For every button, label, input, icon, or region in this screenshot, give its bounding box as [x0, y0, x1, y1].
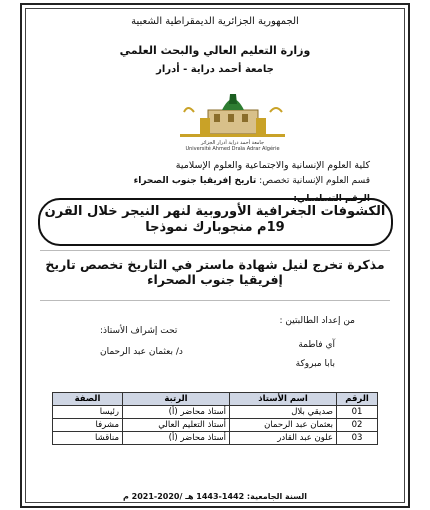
cell-rank: أستاذ التعليم العالي: [123, 419, 230, 432]
supervisor-name: د/ بعثمان عبد الرحمان: [100, 347, 183, 357]
cell-number: 02: [337, 419, 378, 432]
table-header-row: [53, 393, 378, 406]
committee-table: [52, 392, 378, 445]
cell-name: صديقي بلال: [230, 406, 337, 419]
university-logo: [170, 84, 295, 144]
department-value: تاريخ إفريقيا جنوب الصحراء: [133, 176, 257, 186]
department-line: [134, 176, 370, 186]
separator-bottom: [40, 300, 390, 301]
logo-caption-latin: Université Ahmed Draïa Adrar Algérie: [185, 146, 280, 152]
table-row: [53, 406, 378, 419]
column-header-rank: الرتبة: [123, 393, 230, 406]
cell-rank: أستاذ محاضر (أ): [123, 406, 230, 419]
supervisor-label: تحت إشراف الأستاذ:: [100, 326, 178, 336]
cell-name: بعثمان عبد الرحمان: [230, 419, 337, 432]
column-header-name: اسم الأستاذ: [230, 393, 337, 406]
cell-number: 03: [337, 432, 378, 445]
logo-caption: [170, 140, 295, 152]
cell-rank: أستاذ محاضر (أ): [123, 432, 230, 445]
academic-year: السنة الجامعية: 1442-1443 هـ /2020-2021 م: [122, 492, 308, 501]
cell-number: 01: [337, 406, 378, 419]
column-header-role: الصفة: [53, 393, 123, 406]
logo-caption-arabic: جامعة أحمد دراية أدرار الجزائر: [200, 140, 265, 146]
student-name: آي فاطمة: [298, 340, 335, 350]
separator-top: [40, 250, 390, 251]
serial-number-label: الرقم التسلسلي:: [293, 194, 370, 204]
ministry-name: وزارة التعليم العالي والبحث العلمي: [119, 44, 311, 57]
cell-role: مناقشا: [53, 432, 123, 445]
cell-role: مشرفا: [53, 419, 123, 432]
table-row: [53, 432, 378, 445]
column-header-number: الرقم: [337, 393, 378, 406]
cell-role: رئيسا: [53, 406, 123, 419]
republic-name: الجمهورية الجزائرية الديمقراطية الشعبية: [131, 16, 299, 27]
university-name: جامعة أحمد دراية - أدرار: [156, 64, 274, 75]
thesis-title: الكشوفات الجغرافية الأوروبية لنهر النيجر خلال القرن 19م منجوبارك نموذجا: [44, 204, 386, 235]
cell-name: علون عبد القادر: [230, 432, 337, 445]
student-name: بابا مبروكة: [295, 359, 335, 369]
faculty-name: كلية العلوم الإنسانية والاجتماعية والعلوم الإسلامية: [175, 160, 370, 171]
prepared-by-label: من إعداد الطالبتين :: [279, 316, 355, 326]
memo-description: مذكرة تخرج لنيل شهادة ماستر في التاريخ تخصص تاريخ إفريقيا جنوب الصحراء: [45, 257, 385, 287]
table-row: [53, 419, 378, 432]
department-label: قسم العلوم الإنسانية تخصص:: [259, 176, 370, 186]
